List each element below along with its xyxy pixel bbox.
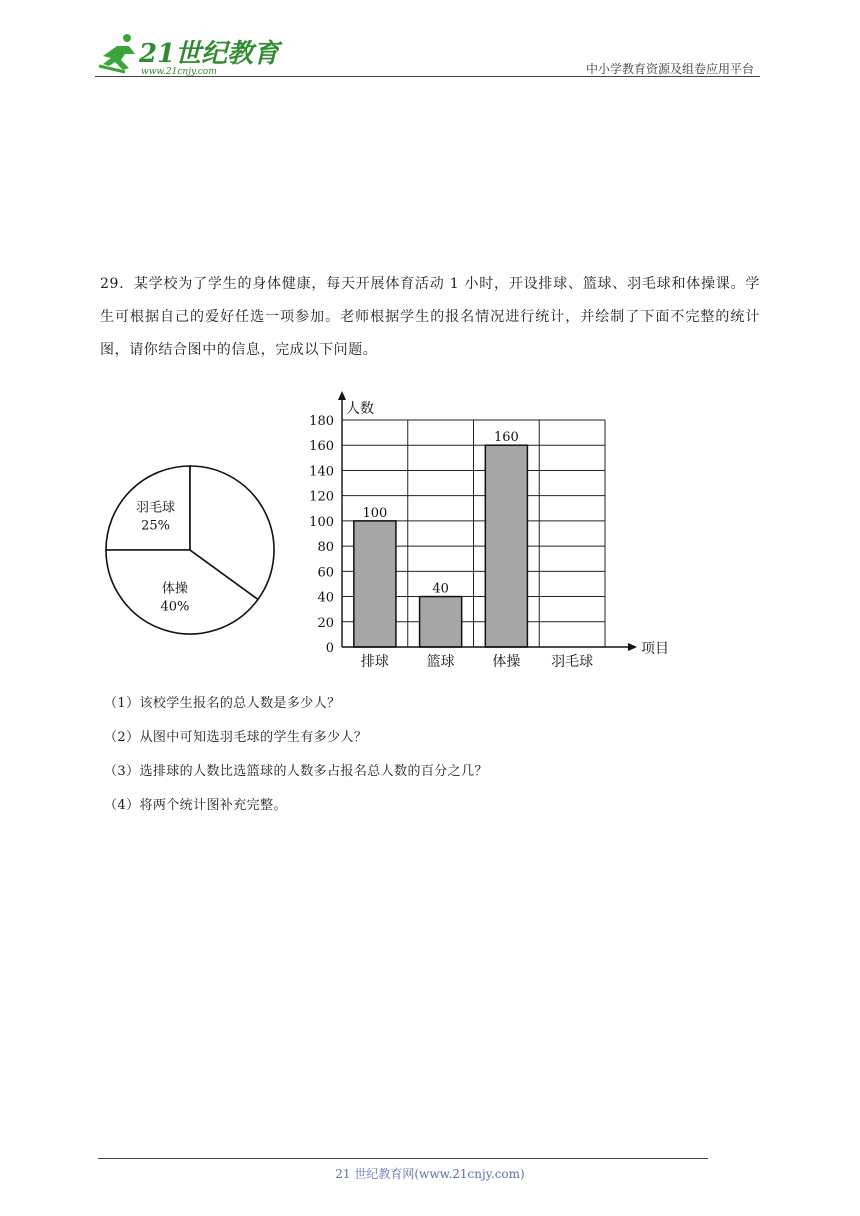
pie-label-1: 体操 xyxy=(161,581,188,597)
y-tick-label-4: 80 xyxy=(317,540,334,556)
bar-0 xyxy=(354,521,396,647)
pie-chart xyxy=(102,464,282,644)
x-category-label-2: 体操 xyxy=(492,654,521,670)
site-logo xyxy=(95,30,280,77)
subquestion-3: （3）选排球的人数比选篮球的人数多占报名总人数的百分之几？ xyxy=(104,764,488,779)
pie-percent-1: 40% xyxy=(160,599,190,615)
runner-icon xyxy=(99,34,135,72)
site-name: 中小学教育资源及组卷应用平台 xyxy=(585,62,754,76)
y-tick-label-3: 60 xyxy=(317,565,334,581)
pie-percent-0: 25% xyxy=(141,518,171,534)
y-tick-label-5: 100 xyxy=(309,514,334,530)
subquestion-1: （1）该校学生报名的总人数是多少人？ xyxy=(104,696,341,711)
y-tick-label-1: 20 xyxy=(317,615,334,631)
bar-value-label-1: 40 xyxy=(432,581,449,597)
x-category-label-0: 排球 xyxy=(360,654,389,670)
footer-divider xyxy=(98,1158,708,1159)
x-axis-label: 项目 xyxy=(641,641,669,657)
bar-value-label-0: 100 xyxy=(362,505,388,521)
bar-value-label-2: 160 xyxy=(493,430,519,446)
pie-chart-svg xyxy=(102,464,282,644)
x-category-label-1: 篮球 xyxy=(426,654,455,670)
y-tick-label-0: 0 xyxy=(325,641,334,656)
question-text: 29．某学校为了学生的身体健康，每天开展体育活动 1 小时，开设排球、篮球、羽毛球和体操课。学生可根据自己的爱好任选一项参加。老师根据学生的报名情况进行统计，并绘制了下面不完整的统计图，请你结合图中的信息，完成以下问题。 xyxy=(100,276,760,358)
y-axis-label: 人数 xyxy=(346,401,374,417)
bar-chart-svg xyxy=(300,388,680,673)
y-tick-label-7: 140 xyxy=(309,464,334,480)
x-axis-arrow-icon xyxy=(628,643,637,651)
y-tick-label-8: 160 xyxy=(309,439,334,455)
subquestion-2: （2）从图中可知选羽毛球的学生有多少人？ xyxy=(104,730,368,745)
bar-2 xyxy=(485,445,527,647)
y-tick-label-9: 180 xyxy=(309,414,334,429)
y-tick-label-2: 40 xyxy=(317,590,334,606)
footer-text: 21 世纪教育网(www.21cnjy.com) xyxy=(335,1167,525,1181)
subquestion-4: （4）将两个统计图补充完整。 xyxy=(104,798,287,813)
header-divider xyxy=(95,76,760,77)
y-tick-label-6: 120 xyxy=(309,489,334,505)
bar-chart xyxy=(300,388,680,673)
x-category-label-3: 羽毛球 xyxy=(551,654,594,670)
bar-1 xyxy=(420,597,462,647)
logo-url: www.21cnjy.com xyxy=(141,67,217,77)
y-axis-arrow-icon xyxy=(338,391,346,400)
pie-label-0: 羽毛球 xyxy=(136,500,176,516)
page-header xyxy=(95,30,760,78)
logo-text: 21世纪教育 xyxy=(139,39,280,69)
